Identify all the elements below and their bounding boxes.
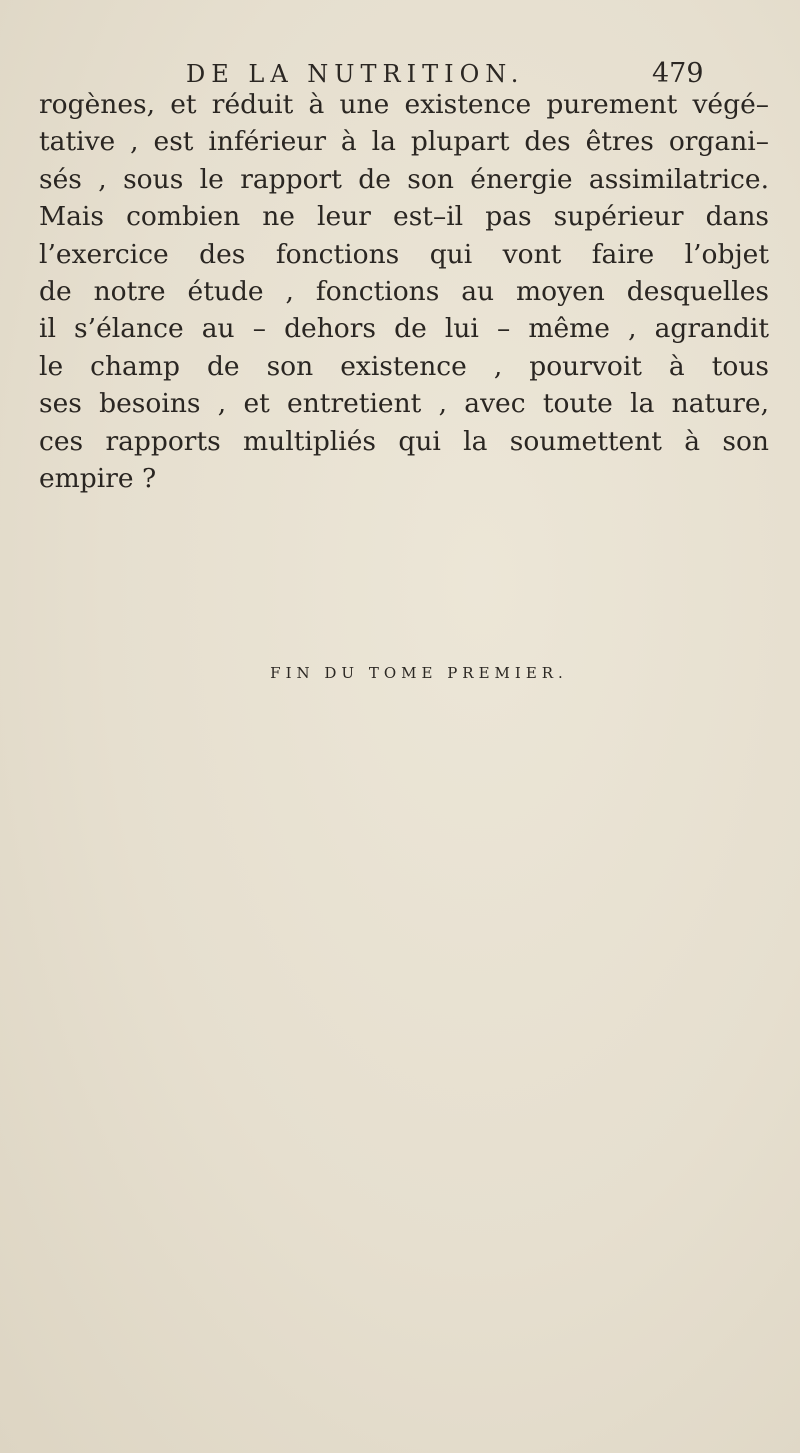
text-line: de notre étude , fonctions au moyen desquelles <box>39 275 769 307</box>
running-title: DE LA NUTRITION. <box>186 60 525 88</box>
text-line: il s’élance au – dehors de lui – même , agrandit <box>39 313 769 345</box>
page-number: 479 <box>652 58 704 89</box>
body-paragraph <box>39 86 769 497</box>
end-of-volume-colophon: FIN DU TOME PREMIER. <box>270 664 568 682</box>
text-line: rogènes, et réduit à une existence purement végé– <box>39 89 769 120</box>
text-line: Mais combien ne leur est–il pas supérieur dans <box>39 201 769 233</box>
text-line: sés , sous le rapport de son énergie assimilatrice. <box>39 163 769 195</box>
text-line: l’exercice des fonctions qui vont faire l’objet <box>39 238 769 270</box>
text-line: empire ? <box>39 462 157 494</box>
text-line: tative , est inférieur à la plupart des êtres organi– <box>39 126 769 158</box>
text-line: le champ de son existence , pourvoit à tous <box>39 350 769 382</box>
text-line: ses besoins , et entretient , avec toute la nature, <box>39 388 769 420</box>
text-line: ces rapports multipliés qui la soumettent à son <box>39 425 769 457</box>
